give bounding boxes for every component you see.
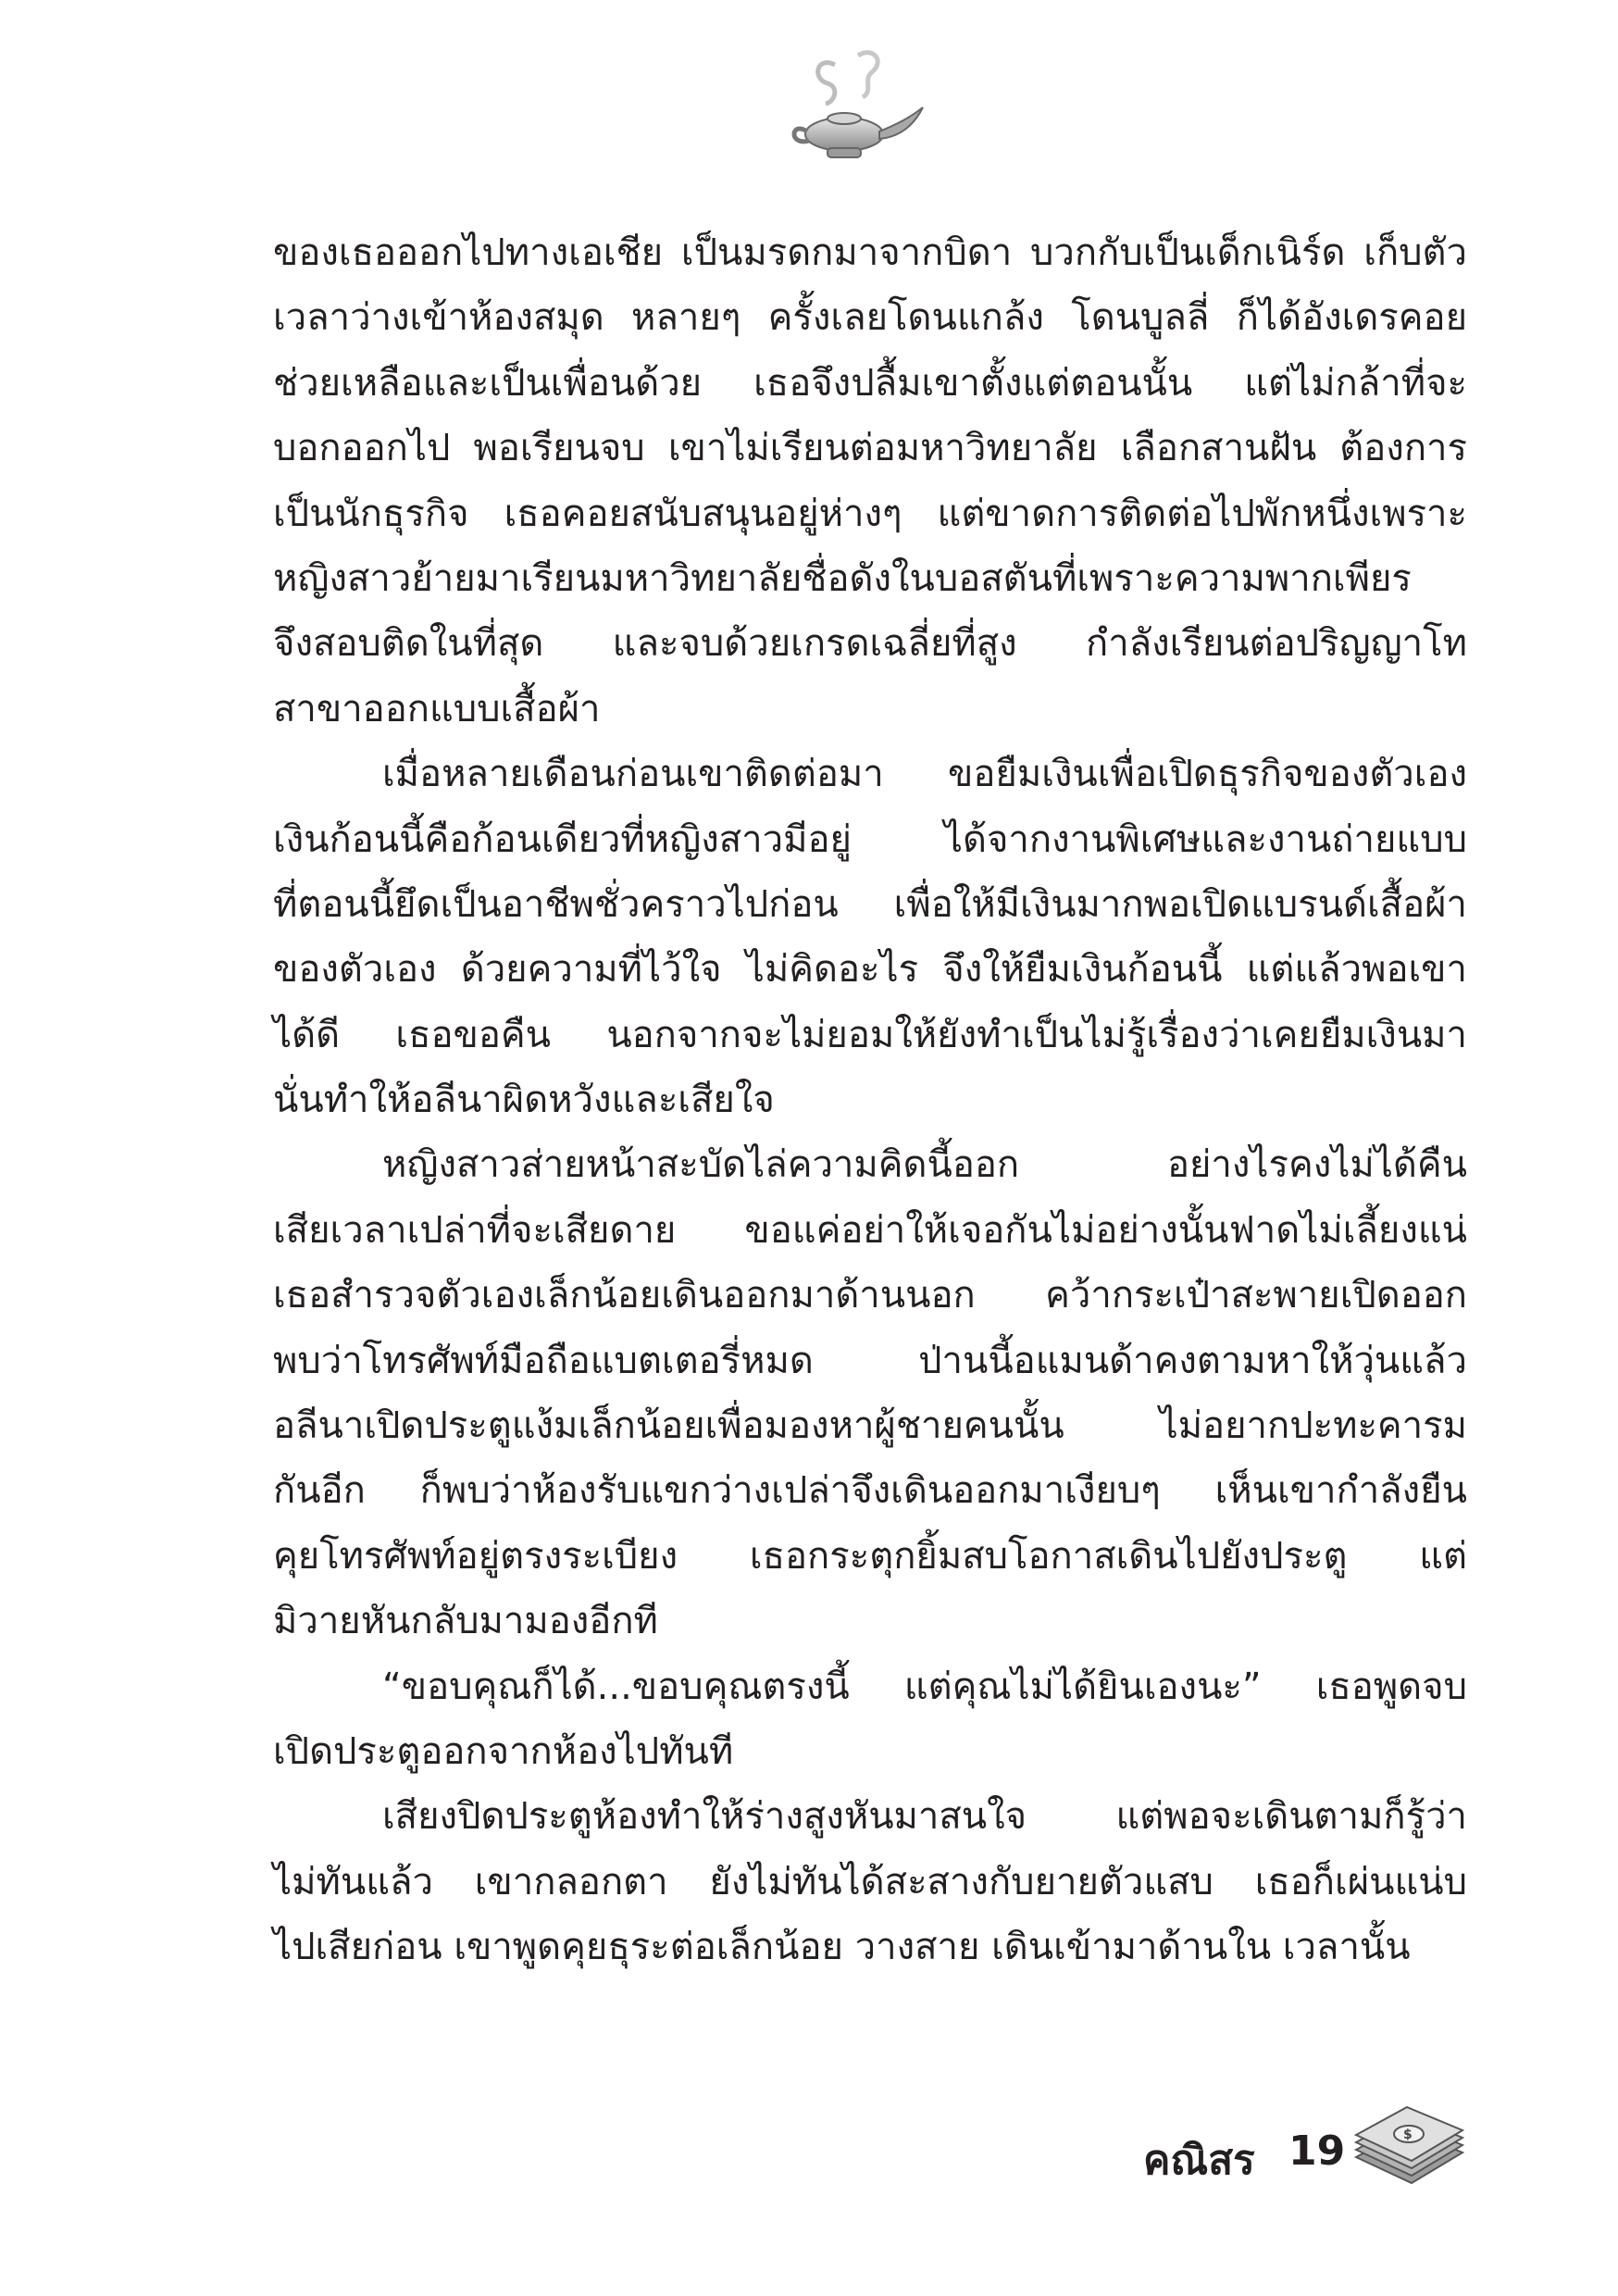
text-line: คุยโทรศัพท์อยู่ตรงระเบียง เธอกระตุกยิ้มสบโอกาสเดินไปยังประตู แต่ bbox=[273, 1534, 1467, 1578]
paragraph bbox=[273, 220, 1467, 742]
paragraph bbox=[273, 1654, 1467, 1785]
text-line: ของเธอออกไปทางเอเชีย เป็นมรดกมาจากบิดา บวกกับเป็นเด็กเนิร์ด เก็บตัว bbox=[273, 231, 1467, 274]
text-line: ไม่ทันแล้ว เขากลอกตา ยังไม่ทันได้สะสางกับยายตัวแสบ เธอก็เผ่นแน่บ bbox=[273, 1860, 1467, 1903]
text-line: ของตัวเอง ด้วยความที่ไว้ใจ ไม่คิดอะไร จึงให้ยืมเงินก้อนนี้ แต่แล้วพอเขา bbox=[273, 948, 1467, 992]
text-line: เสียเวลาเปล่าที่จะเสียดาย ขอแค่อย่าให้เจอกันไม่อย่างนั้นฟาดไม่เลี้ยงแน่ bbox=[273, 1208, 1467, 1252]
text-line: มิวายหันกลับมามองอีกที bbox=[273, 1600, 658, 1643]
text-line: เสียงปิดประตูห้องทำให้ร่างสูงหันมาสนใจ แต่พอจะเดินตามก็รู้ว่า bbox=[382, 1795, 1467, 1839]
text-line: อลีนาเปิดประตูแง้มเล็กน้อยเพื่อมองหาผู้ชายคนนั้น ไม่อยากปะทะคารม bbox=[273, 1404, 1467, 1448]
text-line: เมื่อหลายเดือนก่อนเขาติดต่อมา ขอยืมเงินเพื่อเปิดธุรกิจของตัวเอง bbox=[382, 753, 1467, 796]
text-line: ได้ดี เธอขอคืน นอกจากจะไม่ยอมให้ยังทำเป็นไม่รู้เรื่องว่าเคยยืมเงินมา bbox=[273, 1013, 1467, 1056]
money-stack-icon bbox=[1347, 2102, 1467, 2190]
text-line: เปิดประตูออกจากห้องไปทันที bbox=[273, 1729, 734, 1773]
text-line: หญิงสาวย้ายมาเรียนมหาวิทยาลัยชื่อดังในบอสตันที่เพราะความพากเพียร bbox=[273, 556, 1412, 600]
body-text bbox=[273, 220, 1467, 1980]
text-line: ไปเสียก่อน เขาพูดคุยธุระต่อเล็กน้อย วางสาย เดินเข้ามาด้านใน เวลานั้น bbox=[273, 1926, 1411, 1969]
text-line: เธอสำรวจตัวเองเล็กน้อยเดินออกมาด้านนอก คว้ากระเป๋าสะพายเปิดออก bbox=[273, 1274, 1467, 1317]
text-line: จึงสอบติดในที่สุด และจบด้วยเกรดเฉลี่ยที่สูง กำลังเรียนต่อปริญญาโท bbox=[273, 622, 1467, 666]
text-line: ช่วยเหลือและเป็นเพื่อนด้วย เธอจึงปลื้มเขาตั้งแต่ตอนนั้น แต่ไม่กล้าที่จะ bbox=[273, 361, 1467, 405]
text-line: บอกออกไป พอเรียนจบ เขาไม่เรียนต่อมหาวิทยาลัย เลือกสานฝัน ต้องการ bbox=[273, 427, 1467, 470]
book-title: คณิสร bbox=[1143, 2137, 1255, 2184]
paragraph bbox=[273, 1784, 1467, 1979]
page-footer bbox=[0, 2097, 1618, 2199]
page-number: 19 bbox=[1288, 2128, 1346, 2175]
text-line: นั่นทำให้อลีนาผิดหวังและเสียใจ bbox=[273, 1079, 775, 1122]
text-line: เป็นนักธุรกิจ เธอคอยสนับสนุนอยู่ห่างๆ แต่ขาดการติดต่อไปพักหนึ่งเพราะ bbox=[273, 492, 1467, 535]
text-line: เวลาว่างเข้าห้องสมุด หลายๆ ครั้งเลยโดนแกล้ง โดนบูลลี่ ก็ได้อังเดรคอย bbox=[273, 296, 1467, 340]
text-line: พบว่าโทรศัพท์มือถือแบตเตอรี่หมด ป่านนี้อแมนด้าคงตามหาให้วุ่นแล้ว bbox=[273, 1339, 1467, 1382]
text-line: สาขาออกแบบเสื้อผ้า bbox=[273, 687, 601, 730]
text-line: กันอีก ก็พบว่าห้องรับแขกว่างเปล่าจึงเดินออกมาเงียบๆ เห็นเขากำลังยืน bbox=[273, 1469, 1467, 1513]
paragraph bbox=[273, 742, 1467, 1132]
genie-lamp-icon bbox=[770, 46, 927, 167]
text-line: เงินก้อนนี้คือก้อนเดียวที่หญิงสาวมีอยู่ ได้จากงานพิเศษและงานถ่ายแบบ bbox=[273, 817, 1467, 861]
text-line: ที่ตอนนี้ยึดเป็นอาชีพชั่วคราวไปก่อน เพื่อให้มีเงินมากพอเปิดแบรนด์เสื้อผ้า bbox=[273, 882, 1467, 926]
text-line: “ขอบคุณก็ได้...ขอบคุณตรงนี้ แต่คุณไม่ได้ยินเองนะ” เธอพูดจบ bbox=[382, 1665, 1467, 1708]
svg-text:$: $ bbox=[1403, 2128, 1413, 2142]
text-line: หญิงสาวส่ายหน้าสะบัดไล่ความคิดนี้ออก อย่างไรคงไม่ได้คืน bbox=[382, 1143, 1467, 1187]
paragraph bbox=[273, 1132, 1467, 1653]
